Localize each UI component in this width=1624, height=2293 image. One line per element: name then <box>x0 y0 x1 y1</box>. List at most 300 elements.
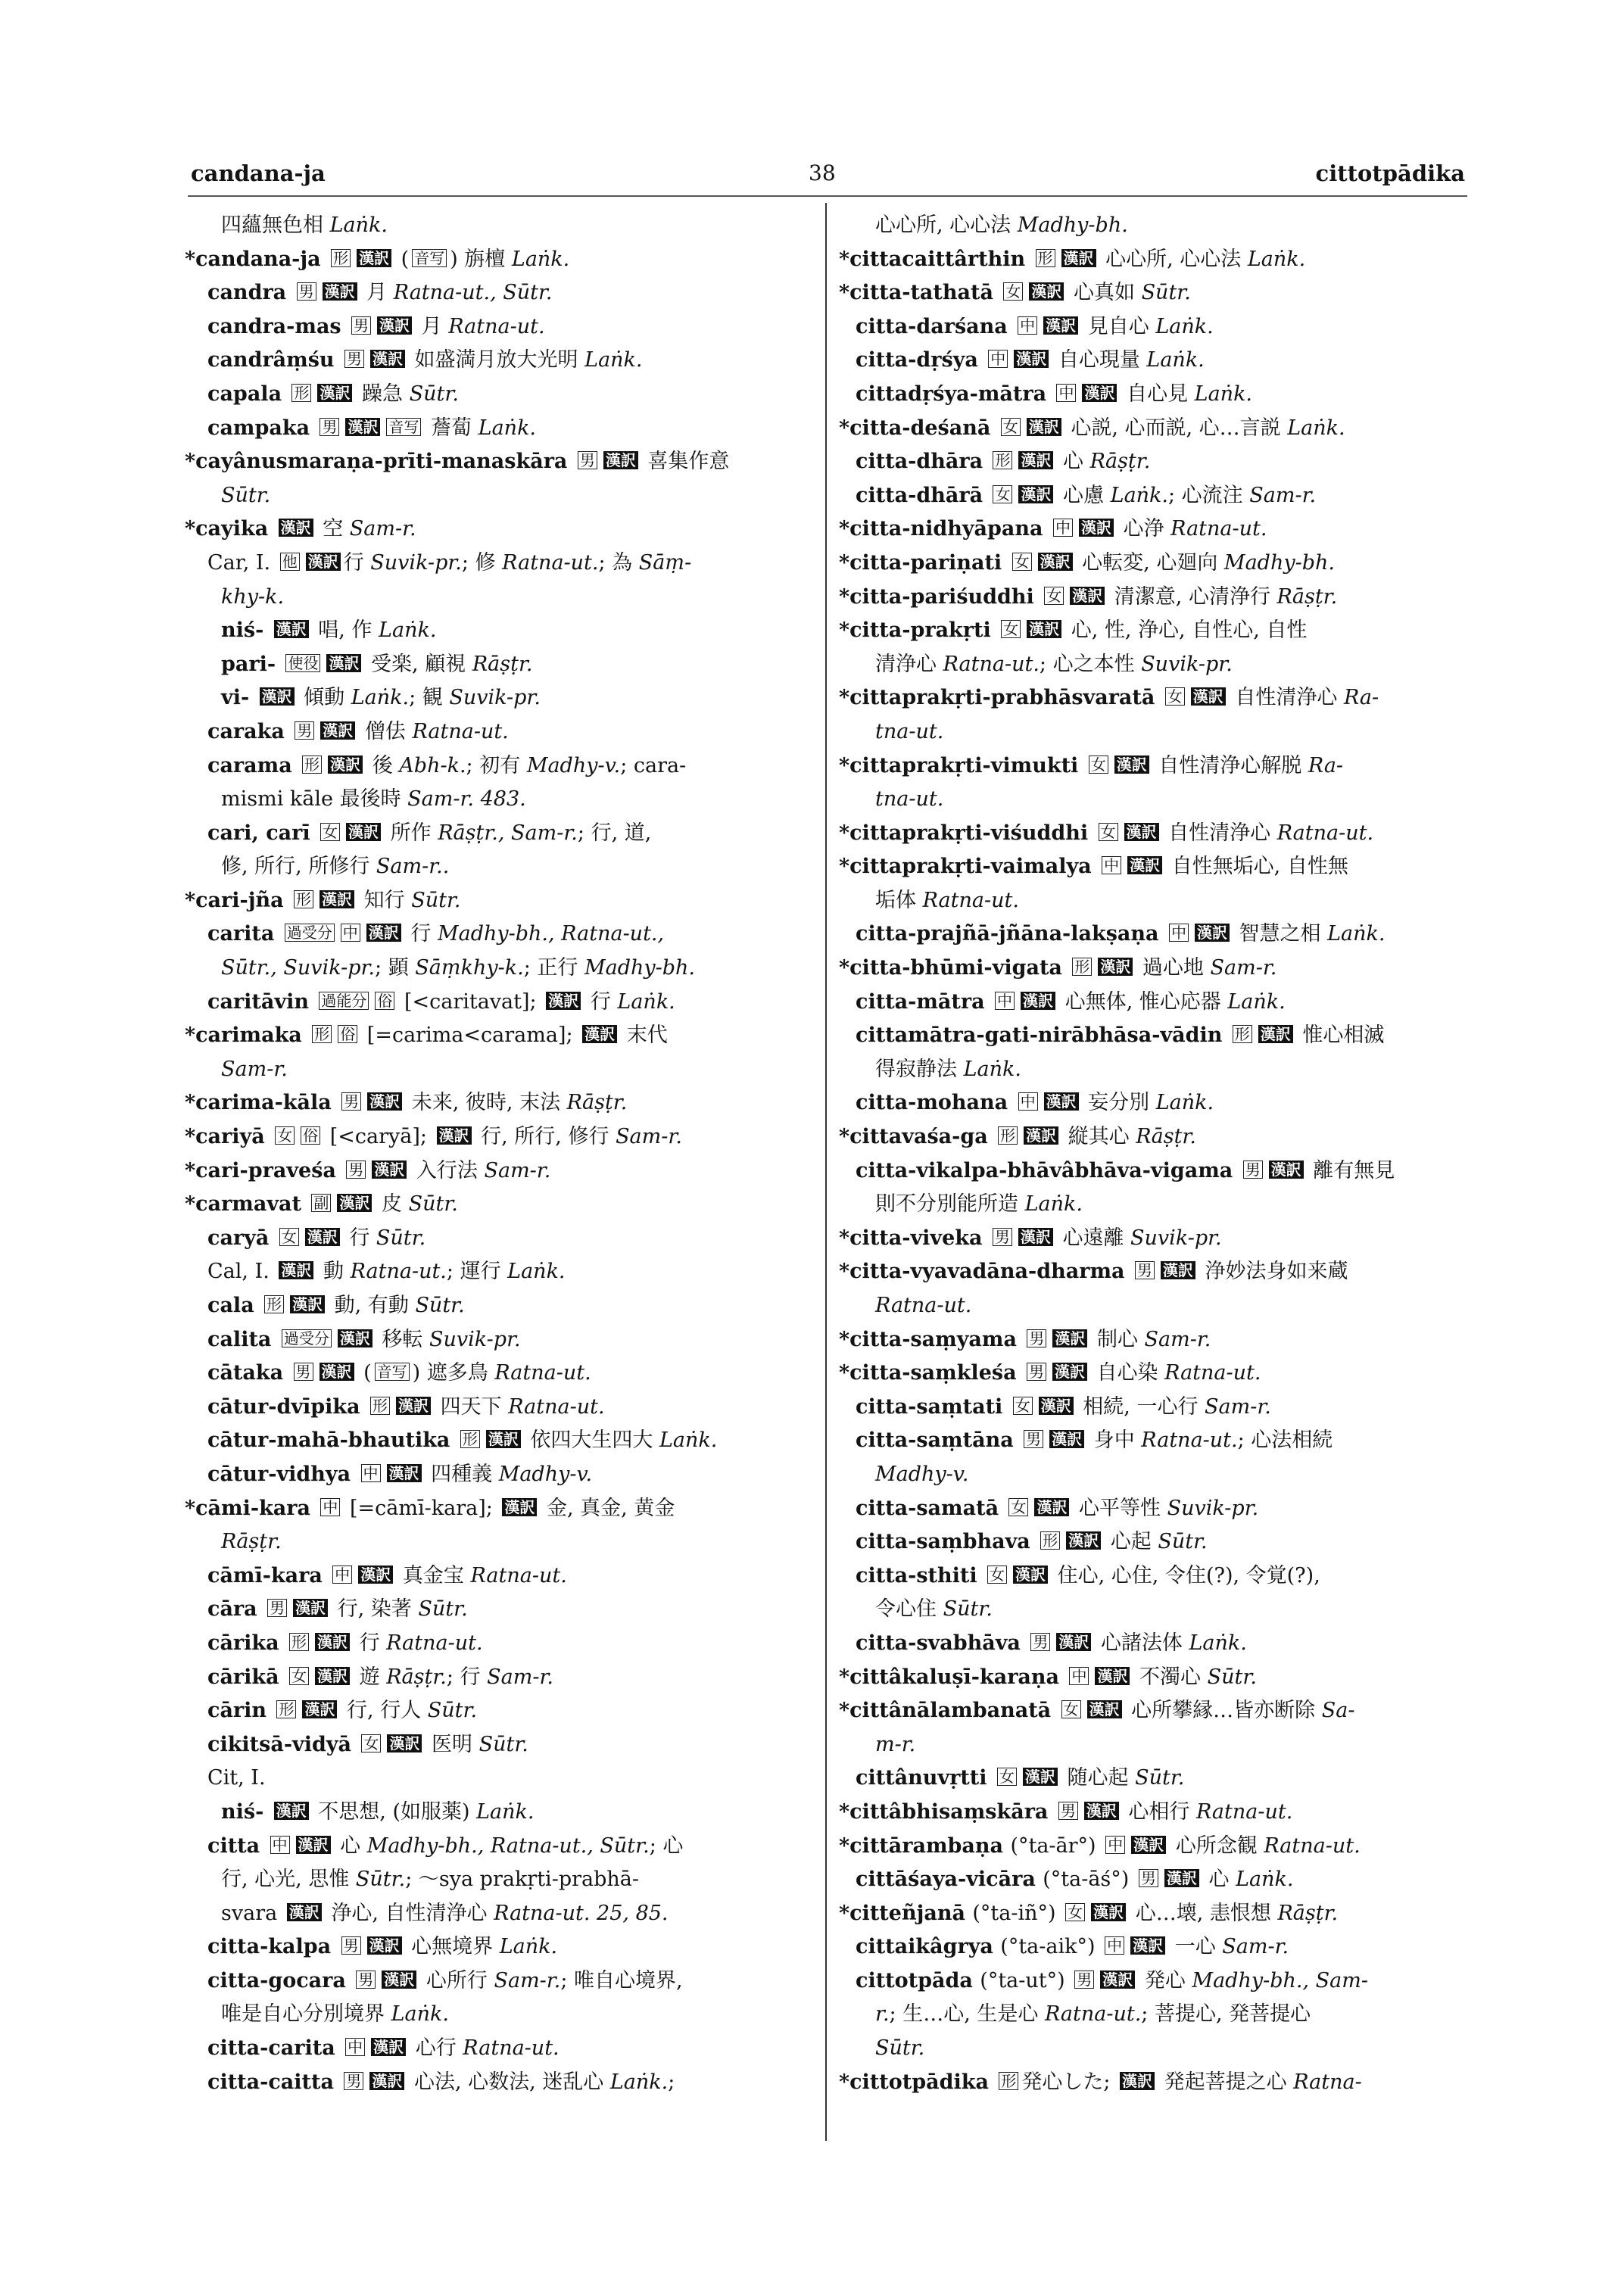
translation-tag: 漢訳 <box>279 519 313 537</box>
gloss-text: 心所攀縁…皆亦断除 <box>1124 1699 1322 1723</box>
gloss-text: 妄分別 <box>1081 1091 1156 1115</box>
entry-line <box>185 817 818 851</box>
source-abbrev: Madhy-bh., Ratna-ut., <box>437 922 665 946</box>
source-abbrev: Rāṣṭr. <box>472 652 533 676</box>
gloss-text: 行, 行人 <box>340 1699 428 1723</box>
translation-tag: 漢訳 <box>260 687 295 706</box>
gloss-text: 発心 <box>1138 1968 1192 1992</box>
translation-tag: 漢訳 <box>287 1903 322 1921</box>
source-abbrev: Laṅk. <box>391 2002 449 2027</box>
entry-line <box>185 1627 818 1661</box>
grammar-tag: 使役 <box>285 654 320 672</box>
source-abbrev: Laṅk. <box>329 213 388 237</box>
gloss-text: 皮 <box>375 1192 409 1217</box>
grammar-tag: 女 <box>1099 823 1118 841</box>
source-abbrev: Laṅk. <box>1327 922 1386 946</box>
entry-line <box>185 209 818 243</box>
grammar-tag: 男 <box>344 350 364 368</box>
entry-line <box>839 1154 1472 1189</box>
headword: *citteñjanā <box>839 1901 973 1925</box>
translation-tag: 漢訳 <box>1161 1261 1195 1279</box>
headword: *citta-pariśuddhi <box>839 584 1042 609</box>
gloss-text: ; 心 <box>649 1833 684 1858</box>
source-abbrev: Suvik-pr. <box>370 550 462 575</box>
headword: citta <box>207 1833 267 1858</box>
headword: caritāvin <box>207 989 316 1014</box>
grammar-tag: 女 <box>997 1768 1017 1786</box>
entry-line <box>185 783 818 817</box>
translation-tag: 漢訳 <box>302 1700 337 1718</box>
entry-line <box>839 783 1472 817</box>
headword: *citta-bhūmi-vigata <box>839 956 1070 980</box>
gloss-text: 智慧之相 <box>1232 922 1328 946</box>
grammar-tag: 男 <box>1058 1802 1078 1820</box>
source-abbrev: Rāṣṭr. <box>1276 584 1338 609</box>
grammar-tag: 形 <box>289 1633 309 1651</box>
gloss-text: 発心した; <box>1021 2070 1117 2094</box>
entry-line <box>185 1424 818 1458</box>
grammar-tag: 俗 <box>338 1025 357 1043</box>
translation-tag: 漢訳 <box>293 1599 328 1617</box>
translation-tag: 漢訳 <box>306 553 341 571</box>
headword: calita <box>207 1327 279 1351</box>
translation-tag: 漢訳 <box>1052 1329 1087 1347</box>
gloss-text: 心行 <box>409 2036 463 2061</box>
translation-tag: 漢訳 <box>1195 924 1230 942</box>
translation-tag: 漢訳 <box>320 890 354 908</box>
source-abbrev: Laṅk. <box>1189 1631 1247 1655</box>
entry-line <box>839 952 1472 986</box>
translation-tag: 漢訳 <box>1098 958 1133 976</box>
entry-line <box>839 1222 1472 1256</box>
translation-tag: 漢訳 <box>1043 316 1078 335</box>
translation-tag: 漢訳 <box>437 1126 472 1145</box>
grammar-tag: 中 <box>995 992 1015 1010</box>
grammar-tag: 副 <box>311 1194 331 1212</box>
headword: *cittâkaluṣī-karaṇa <box>839 1665 1067 1689</box>
translation-tag: 漢訳 <box>1021 992 1055 1010</box>
translation-tag: 漢訳 <box>1100 1971 1135 1989</box>
gloss-text: 行, 心光, 思惟 <box>221 1868 356 1892</box>
translation-tag: 漢訳 <box>1124 823 1159 841</box>
headword: *cittotpādika <box>839 2070 996 2094</box>
grammar-tag: 中 <box>270 1836 290 1854</box>
source-abbrev: Rāṣṭr. <box>1277 1901 1339 1925</box>
running-head-left: candana-ja <box>191 160 326 186</box>
headword: cāra <box>207 1597 265 1622</box>
grammar-tag: 男 <box>993 1228 1012 1246</box>
translation-tag: 漢訳 <box>1014 350 1049 368</box>
entry-line <box>839 1391 1472 1425</box>
grammar-tag: 形 <box>993 451 1012 469</box>
gloss-text: 未来, 彼時, 末法 <box>405 1091 567 1115</box>
grammar-tag: 男 <box>295 721 314 740</box>
entry-line <box>839 581 1472 615</box>
headword: *cittaprakṛti-vaimalya <box>839 855 1099 879</box>
grammar-tag: 形 <box>1040 1531 1060 1550</box>
gloss-text: 一心 <box>1168 1935 1223 1959</box>
grammar-tag: 女 <box>361 1734 381 1752</box>
headword: cittotpāda <box>856 1968 980 1992</box>
translation-tag: 漢訳 <box>371 2038 406 2056</box>
headword: cari, carī <box>207 821 318 845</box>
gloss-text: ; 行, 道, <box>577 821 652 845</box>
grammar-tag: 男 <box>341 1936 361 1955</box>
source-abbrev: Ratna-ut. <box>1141 1428 1238 1453</box>
headword: citta-kalpa <box>207 1935 338 1959</box>
translation-tag: 漢訳 <box>1120 2072 1155 2090</box>
grammar-tag: 中 <box>332 1566 352 1584</box>
entry-line <box>185 1930 818 1964</box>
headword: niś- <box>221 618 271 643</box>
translation-tag: 漢訳 <box>1095 1667 1130 1685</box>
entry-line <box>185 614 818 648</box>
gloss-text: 躁急 <box>355 382 410 406</box>
gloss-text: 動, 有動 <box>328 1294 416 1317</box>
gloss-text: 浄心, 自性清浄心 <box>324 1901 494 1925</box>
source-abbrev: Suvik-pr. <box>429 1327 521 1351</box>
headword: *cittâbhisaṃskāra <box>839 1799 1055 1824</box>
grammar-tag: 女 <box>1089 756 1108 774</box>
translation-tag: 漢訳 <box>279 1261 313 1279</box>
gloss-text: 依四大生四大 <box>523 1428 659 1453</box>
grammar-tag: 女 <box>1012 553 1032 571</box>
gloss-text: 清浄心 <box>875 652 943 676</box>
translation-tag: 漢訳 <box>486 1430 521 1448</box>
entry-line <box>185 1154 818 1189</box>
gloss-text: ) 遮多鳥 <box>412 1361 495 1385</box>
source-abbrev: Laṅk. <box>609 2070 669 2094</box>
headword: *citta-vyavadāna-dharma <box>839 1260 1132 1284</box>
gloss-text: 惟心相滅 <box>1295 1023 1385 1048</box>
headword: citta-dhāra <box>856 450 990 474</box>
gloss-text: 動 <box>316 1260 351 1284</box>
entry-line <box>839 378 1472 412</box>
grammar-tag: 形 <box>999 2072 1018 2090</box>
grammar-tag: 中 <box>1069 1667 1089 1685</box>
headword: citta-mohana <box>856 1091 1015 1115</box>
translation-tag: 漢訳 <box>369 2072 404 2090</box>
gloss-text: 行, 染著 <box>331 1597 419 1622</box>
translation-tag: 漢訳 <box>367 1936 402 1955</box>
source-abbrev: Sūtr. <box>1158 1530 1208 1554</box>
translation-tag: 漢訳 <box>315 1667 350 1685</box>
gloss-text: ; 心流注 <box>1168 483 1250 507</box>
entry-line <box>185 1694 818 1728</box>
grammar-tag: 形 <box>291 384 311 402</box>
entry-line <box>839 715 1472 749</box>
source-abbrev: m-r. <box>875 1732 916 1756</box>
gloss-text: 傾動 <box>297 686 351 710</box>
headword: cātur-vidhya <box>207 1462 358 1486</box>
gloss-text: mismi kāle 最後時 <box>221 787 408 812</box>
source-abbrev: Ratna-ut. <box>1264 1833 1361 1858</box>
source-abbrev: Laṅk. <box>963 1057 1021 1081</box>
grammar-tag: 中 <box>1018 1092 1038 1111</box>
source-abbrev: Rāṣṭr. <box>221 1530 282 1554</box>
translation-tag: 漢訳 <box>320 1363 354 1381</box>
headword: *citta-pariṇati <box>839 550 1009 575</box>
headword: *citta-deśanā <box>839 416 998 440</box>
entry-line <box>839 1289 1472 1323</box>
page-number: 38 <box>809 160 836 185</box>
gloss-text: (°ta-ār°) <box>1010 1833 1103 1858</box>
entry-line <box>839 276 1472 310</box>
source-abbrev: Ratna-ut. <box>350 1260 447 1284</box>
headword: *cariyā <box>185 1125 273 1149</box>
headword: cittāśaya-vicāra <box>856 1868 1043 1892</box>
gloss-text: 四天下 <box>434 1394 509 1419</box>
gloss-text: 則不分別能所造 <box>875 1192 1025 1217</box>
translation-tag: 漢訳 <box>1258 1025 1293 1043</box>
entry-line <box>839 1458 1472 1492</box>
translation-tag: 漢訳 <box>1049 1430 1084 1448</box>
grammar-tag: 女 <box>1165 687 1185 706</box>
grammar-tag: 男 <box>1139 1869 1158 1887</box>
grammar-tag: 中 <box>1056 384 1076 402</box>
entry-line <box>185 243 818 277</box>
grammar-tag: 音写 <box>375 1363 410 1381</box>
headword: *cari-jña <box>185 888 291 912</box>
source-abbrev: Sam-r. <box>1210 956 1277 980</box>
entry-line <box>185 749 818 784</box>
source-abbrev: Ra- <box>1308 753 1344 777</box>
grammar-tag: 女 <box>993 485 1012 503</box>
grammar-tag: 女 <box>275 1126 295 1145</box>
grammar-tag: 俗 <box>301 1126 320 1145</box>
entry-line <box>839 1357 1472 1391</box>
headword: *citta-saṃkleśa <box>839 1361 1024 1385</box>
translation-tag: 漢訳 <box>357 249 391 267</box>
grammar-tag: 女 <box>289 1667 309 1685</box>
grammar-tag: 男 <box>1027 1329 1046 1347</box>
gloss-text: 随心起 <box>1060 1766 1136 1790</box>
source-abbrev: r. <box>875 2002 890 2027</box>
gloss-text: 行 <box>353 1631 387 1655</box>
source-abbrev: Sāṃkhy-k. <box>415 956 524 980</box>
source-abbrev: Sūtr. <box>415 1294 465 1317</box>
translation-tag: 漢訳 <box>1127 856 1162 874</box>
entry-line <box>185 479 818 513</box>
entry-line <box>839 1863 1472 1897</box>
gloss-text: 心法, 心数法, 迷乱心 <box>407 2070 610 2094</box>
entry-line <box>839 1188 1472 1222</box>
gloss-text: 心所念観 <box>1169 1833 1264 1858</box>
gloss-text: 四蘊無色相 <box>221 213 330 237</box>
source-abbrev: Suvik-pr. <box>1167 1496 1259 1520</box>
gloss-text: 唯是自心分別境界 <box>221 2002 391 2027</box>
source-abbrev: Ra- <box>1343 686 1379 710</box>
gloss-text: 末代 <box>620 1023 668 1048</box>
grammar-tag: 音写 <box>412 249 447 267</box>
translation-tag: 漢訳 <box>326 654 361 672</box>
headword: carita <box>207 922 282 946</box>
headword: *cittaprakṛti-vimukti <box>839 753 1086 777</box>
entry-line <box>839 1019 1472 1053</box>
grammar-tag: 女 <box>1065 1903 1085 1921</box>
gloss-text: 浄妙法身如来蔵 <box>1198 1260 1348 1284</box>
source-abbrev: Sam-r. <box>1205 1394 1271 1419</box>
headword: *citta-tathatā <box>839 281 1001 305</box>
gloss-text: 自性無垢心, 自性無 <box>1165 855 1348 879</box>
source-abbrev: Madhy-bh., Ratna-ut., Sūtr. <box>366 1833 650 1858</box>
grammar-tag: 女 <box>1013 1397 1033 1415</box>
entry-line <box>185 412 818 446</box>
translation-tag: 漢訳 <box>1269 1161 1304 1179</box>
source-abbrev: Laṅk. <box>1024 1192 1083 1217</box>
entry-line <box>839 749 1472 784</box>
grammar-tag: 男 <box>294 1363 313 1381</box>
grammar-tag: 中 <box>1169 924 1189 942</box>
grammar-tag: 女 <box>1001 620 1021 638</box>
source-abbrev: Madhy-bh. <box>584 956 696 980</box>
headword: capala <box>207 382 289 406</box>
headword: cittânuvṛtti <box>856 1766 994 1790</box>
entry-line <box>839 918 1472 952</box>
grammar-tag: 中 <box>1105 1936 1124 1955</box>
grammar-tag: 形 <box>302 756 322 774</box>
gloss-text: svara <box>221 1901 284 1925</box>
grammar-tag: 中 <box>320 1498 340 1516</box>
translation-tag: 漢訳 <box>1013 1566 1048 1584</box>
gloss-text: [=cāmī-kara]; <box>343 1496 500 1520</box>
entry-line <box>839 243 1472 277</box>
source-abbrev: Laṅk. <box>1247 247 1306 271</box>
source-abbrev: Rāṣṭr. <box>386 1665 447 1689</box>
source-abbrev: khy-k. <box>221 584 285 609</box>
entry-line <box>185 1086 818 1120</box>
entry-line <box>839 1255 1472 1289</box>
entry-line <box>839 2066 1472 2100</box>
grammar-tag: 女 <box>1061 1700 1081 1718</box>
source-abbrev: Laṅk. <box>1194 382 1253 406</box>
gloss-text: ( <box>357 1361 372 1385</box>
entry-line <box>839 310 1472 344</box>
translation-tag: 漢訳 <box>1038 553 1073 571</box>
gloss-text: 移転 <box>375 1327 429 1351</box>
source-abbrev: Madhy-v. <box>526 753 621 777</box>
gloss-text: (°ta-iñ°) <box>972 1901 1063 1925</box>
grammar-tag: 中 <box>361 1464 381 1482</box>
headword: citta-gocara <box>207 1968 354 1992</box>
source-abbrev: Rāṣṭr. <box>566 1091 628 1115</box>
grammar-tag: 中 <box>1102 856 1121 874</box>
source-abbrev: Laṅk. <box>1146 348 1205 372</box>
gloss-text: 行, 所行, 修行 <box>474 1125 616 1149</box>
entry-line <box>185 1357 818 1391</box>
entry-line <box>185 344 818 378</box>
headword: cātur-dvīpika <box>207 1394 368 1419</box>
gloss-text: 心所行 <box>419 1968 494 1992</box>
gloss-text: 心…壊, 恚恨想 <box>1129 1901 1278 1925</box>
gloss-text: 薝蔔 <box>424 416 478 440</box>
translation-tag: 漢訳 <box>1061 249 1096 267</box>
translation-tag: 漢訳 <box>1018 485 1053 503</box>
entry-line <box>839 209 1472 243</box>
gloss-text: 心起 <box>1104 1530 1158 1554</box>
source-abbrev: Sam-r. <box>616 1125 682 1149</box>
gloss-text: ; 運行 <box>446 1260 508 1284</box>
source-abbrev: Rāṣṭr. <box>1136 1125 1196 1149</box>
headword: pari- <box>221 652 283 676</box>
source-abbrev: Ratna-ut. <box>922 888 1019 912</box>
entry-line <box>185 1863 818 1897</box>
gloss-text: 心 <box>1056 450 1090 474</box>
grammar-tag: 過受分 <box>285 924 335 942</box>
gloss-text: 金, 真金, 黄金 <box>540 1496 675 1520</box>
gloss-text: (°ta-āś°) <box>1043 1868 1136 1892</box>
gloss-text: 心 <box>1202 1868 1236 1892</box>
gloss-text: 心諸法体 <box>1094 1631 1189 1655</box>
gloss-text: 相続, 一心行 <box>1076 1394 1205 1419</box>
source-abbrev: Suvik-pr. <box>449 686 541 710</box>
translation-tag: 漢訳 <box>382 1971 416 1989</box>
entry-line <box>185 1120 818 1154</box>
gloss-text: 所作 <box>384 821 438 845</box>
gloss-text: 制心 <box>1090 1327 1145 1351</box>
gloss-text: 令心住 <box>875 1597 943 1622</box>
entry-line <box>839 850 1472 884</box>
headword: cātaka <box>207 1361 291 1385</box>
gloss-text: (°ta-ut°) <box>980 1968 1072 1992</box>
translation-tag: 漢訳 <box>296 1836 331 1854</box>
source-abbrev: Madhy-v. <box>875 1462 969 1486</box>
entry-line <box>185 581 818 615</box>
grammar-tag: 女 <box>279 1228 299 1246</box>
grammar-tag: 音写 <box>386 418 421 436</box>
grammar-tag: 男 <box>344 2072 363 2090</box>
entry-line <box>839 1661 1472 1695</box>
source-abbrev: Laṅk. <box>478 416 537 440</box>
grammar-tag: 形 <box>331 249 351 267</box>
entry-line <box>839 1424 1472 1458</box>
grammar-tag: 中 <box>341 924 360 942</box>
gloss-text: ; ～sya prakṛti-prabhā- <box>405 1868 639 1892</box>
grammar-tag: 男 <box>1074 1971 1094 1989</box>
translation-tag: 漢訳 <box>502 1498 537 1516</box>
source-abbrev: Ratna-ut. <box>875 1294 972 1317</box>
source-abbrev: Ratna-ut. <box>386 1631 483 1655</box>
source-abbrev: Ratna-ut. <box>463 2036 560 2061</box>
grammar-tag: 女 <box>1001 418 1021 436</box>
gloss-text: 心相行 <box>1121 1799 1196 1824</box>
gloss-text: 修, 所行, 所修行 <box>221 855 376 879</box>
grammar-tag: 女 <box>320 823 340 841</box>
translation-tag: 漢訳 <box>1018 1228 1053 1246</box>
source-abbrev: Ratna-ut. <box>470 1563 567 1587</box>
headword: *cittaprakṛti-viśuddhi <box>839 821 1096 845</box>
grammar-tag: 過能分 <box>319 992 369 1010</box>
grammar-tag: 俗 <box>375 992 394 1010</box>
translation-tag: 漢訳 <box>323 282 357 301</box>
headword: *carima-kāla <box>185 1091 339 1115</box>
entry-line <box>839 1930 1472 1964</box>
left-column <box>185 209 818 2099</box>
entry-line <box>839 1323 1472 1357</box>
headword: candrâṃśu <box>207 348 341 372</box>
headword: *cittārambaṇa <box>839 1833 1011 1858</box>
source-abbrev: Laṅk. <box>511 247 570 271</box>
gloss-text: 受楽, 顧視 <box>364 652 472 676</box>
entry-line <box>839 1830 1472 1864</box>
entry-line <box>839 884 1472 918</box>
entry-line <box>185 378 818 412</box>
gloss-text: [=carima<carama]; <box>360 1023 580 1048</box>
entry-line <box>839 648 1472 682</box>
translation-tag: 漢訳 <box>1052 1363 1087 1381</box>
entry-line <box>185 1762 818 1796</box>
source-abbrev: Laṅk. <box>507 1260 566 1284</box>
